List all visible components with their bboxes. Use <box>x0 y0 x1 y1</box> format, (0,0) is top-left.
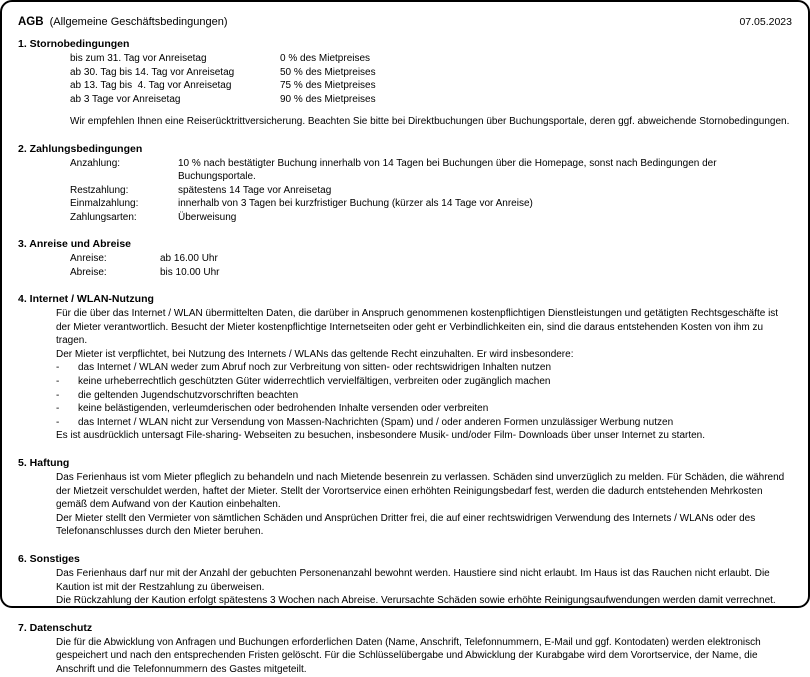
list-item-label: das Internet / WLAN weder zum Abruf noch zur Verbreitung von sitten- oder rechtswidrigen Inhalten nutzen <box>78 362 552 374</box>
bullet-marker: - <box>56 416 60 428</box>
document-header <box>18 16 792 28</box>
internet-body <box>56 307 792 443</box>
list-item <box>70 266 792 280</box>
page-title <box>18 16 228 28</box>
payment-term-label: Zahlungsarten: <box>70 211 137 223</box>
payment-term-value: 10 % nach bestätigter Buchung innerhalb von 14 Tagen bei Buchungen über die Homepage, sonst nach Bedingungen der Buchungsportale. <box>178 157 717 183</box>
paragraph: Das Ferienhaus darf nur mit der Anzahl der gebuchten Personenanzahl bewohnt werden. Haustiere sind nicht erlaubt. Im Haus ist das Rauchen nicht erlaubt. Die Kaution ist mit der Restzahlung zu überweisen. <box>56 568 770 593</box>
cancellation-period: bis zum 31. Tag vor Anreisetag <box>70 53 207 64</box>
section-heading: 3. Anreise und Abreise <box>18 238 132 251</box>
cancellation-period: ab 30. Tag bis 14. Tag vor Anreisetag <box>70 66 235 78</box>
document-title-subtitle: (Allgemeine Geschäftsbedingungen) <box>49 16 228 28</box>
list-item <box>56 361 792 375</box>
bullet-marker: - <box>56 389 60 401</box>
privacy-body <box>56 636 792 677</box>
paragraph: Der Mieter stellt den Vermieter von sämtlichen Schäden und Ansprüchen Dritter frei, die auf einer rechtswidrigen Verwendung des Internets / WLANs oder des Telefonanschlusses durch den Mieter beruhen. <box>56 512 756 538</box>
cancellation-fee: 50 % des Mietpreises <box>280 66 376 78</box>
payment-term-value: innerhalb von 3 Tagen bei kurzfristiger Buchung (kürzer als 14 Tage vor Anreise) <box>178 198 533 210</box>
document-date: 07.05.2023 <box>739 16 792 28</box>
section-heading: 7. Datenschutz <box>18 621 93 634</box>
cancellation-period: ab 13. Tag bis 4. Tag vor Anreisetag <box>70 80 232 91</box>
list-item <box>56 416 792 430</box>
payment-term-label: Einmalzahlung: <box>70 198 139 210</box>
misc-body <box>56 567 792 608</box>
list-item <box>56 389 792 403</box>
paragraph: Die für die Abwicklung von Anfragen und Buchungen erforderlichen Daten (Name, Anschrift, Telefonnummern, E-Mail und ggf. Kontodaten) werden elektronisch gespeichert und nach den entsprechenden Fristen gelöscht. Für die Schlüsselübergabe und Abwicklung der Kurabgabe wird dem Vorortservice, der Name, die Anschrift und die Telefonnummern des Gastes mitgeteilt. <box>56 636 761 675</box>
cancellation-fee: 0 % des Mietpreises <box>280 53 371 64</box>
departure-time: bis 10.00 Uhr <box>160 266 220 278</box>
bullet-marker: - <box>56 376 60 388</box>
paragraph: Die Rückzahlung der Kaution erfolgt spätestens 3 Wochen nach Abreise. Verursachte Schäden sowie erhöhte Reinigungsaufwendungen werden damit verrechnet. <box>56 595 776 607</box>
arrival-departure-list <box>70 252 792 279</box>
payment-term-label: Restzahlung: <box>70 184 129 196</box>
cancellation-note: Wir empfehlen Ihnen eine Reiserücktrittversicherung. Beachten Sie bitte bei Direktbuchungen über Buchungsportale, deren ggf. abweichende Stornobedingungen. <box>70 116 790 127</box>
list-item <box>56 375 792 389</box>
section-zahlungsbedingungen <box>18 143 792 225</box>
section-heading: 5. Haftung <box>18 457 70 470</box>
liability-body <box>56 471 792 539</box>
cancellation-period: ab 3 Tage vor Anreisetag <box>70 93 181 105</box>
list-item-label: keine urheberrechtlich geschützten Güter widerrechtlich vervielfältigen, verbreiten oder zugänglich machen <box>78 376 551 388</box>
table-row <box>70 93 792 107</box>
bullet-marker: - <box>56 362 60 374</box>
section-sonstiges <box>18 553 792 608</box>
list-item <box>70 211 792 225</box>
table-row <box>70 66 792 80</box>
list-item <box>56 402 792 416</box>
table-row <box>70 79 792 93</box>
section-internet-wlan <box>18 293 792 443</box>
internet-rules-list <box>56 361 792 429</box>
departure-label: Abreise: <box>70 266 107 278</box>
section-haftung <box>18 457 792 539</box>
section-heading: 4. Internet / WLAN-Nutzung <box>18 293 154 306</box>
payment-term-label: Anzahlung: <box>70 157 121 169</box>
arrival-label: Anreise: <box>70 253 107 265</box>
table-row <box>70 52 792 66</box>
list-item <box>70 252 792 266</box>
paragraph: Für die über das Internet / WLAN übermittelten Daten, die darüber in Anspruch genommenen kostenpflichtigen Dienstleistungen und getätigten Rechtsgeschäfte ist der Mieter verantwortlich. Besucht der Mieter kostenpflichtige Internetseiten oder geht er Verbindlichkeiten ein, sind die daraus entstehenden Kosten von ihm zu tragen. <box>56 308 779 347</box>
document-title-main: AGB <box>18 16 44 28</box>
section-stornobedingungen <box>18 38 792 129</box>
section-heading: 2. Zahlungsbedingungen <box>18 142 143 155</box>
section-datenschutz <box>18 622 792 677</box>
list-item-label: keine belästigenden, verleumderischen oder bedrohenden Inhalte versenden oder verbreiten <box>78 403 489 415</box>
arrival-time: ab 16.00 Uhr <box>160 253 218 265</box>
section-heading: 6. Sonstiges <box>18 553 80 565</box>
cancellation-fee: 75 % des Mietpreises <box>280 80 376 91</box>
bullet-marker: - <box>56 403 60 415</box>
section-heading: 1. Stornobedingungen <box>18 38 130 50</box>
section-anreise-abreise <box>18 238 792 279</box>
paragraph: Das Ferienhaus ist vom Mieter pfleglich zu behandeln und nach Mietende besenrein zu verlassen. Schäden sind unverzüglich zu melden. Für Schäden, die während der Mietzeit verschuldet werden, haftet der Mieter. Stellt der Vorortservice einen erhöhten Reinigungsbedarf fest, werden die dadurch entstehenden Mehrkosten gemäß dem Aufwand von der Kaution einbehalten. <box>56 472 785 511</box>
cancellation-fee: 90 % des Mietpreises <box>280 93 376 105</box>
list-item <box>70 197 792 211</box>
payment-term-value: Überweisung <box>178 211 237 223</box>
list-item <box>70 157 792 184</box>
list-item-label: die geltenden Jugendschutzvorschriften beachten <box>78 389 299 401</box>
payment-term-value: spätestens 14 Tage vor Anreisetag <box>178 184 332 196</box>
payment-terms-list <box>70 157 792 225</box>
paragraph: Der Mieter ist verpflichtet, bei Nutzung des Internets / WLANs das geltende Recht einzuhalten. Er wird insbesondere: <box>56 348 574 360</box>
internet-footer-note: Es ist ausdrücklich untersagt File-sharing- Webseiten zu besuchen, insbesondere Musik- und/oder Film- Downloads über unser Internet zu starten. <box>56 430 706 442</box>
list-item <box>70 184 792 198</box>
cancellation-table <box>70 52 792 129</box>
list-item-label: das Internet / WLAN nicht zur Versendung von Massen-Nachrichten (Spam) und / oder anderen Formen unzulässiger Werbung nutzen <box>78 416 674 428</box>
